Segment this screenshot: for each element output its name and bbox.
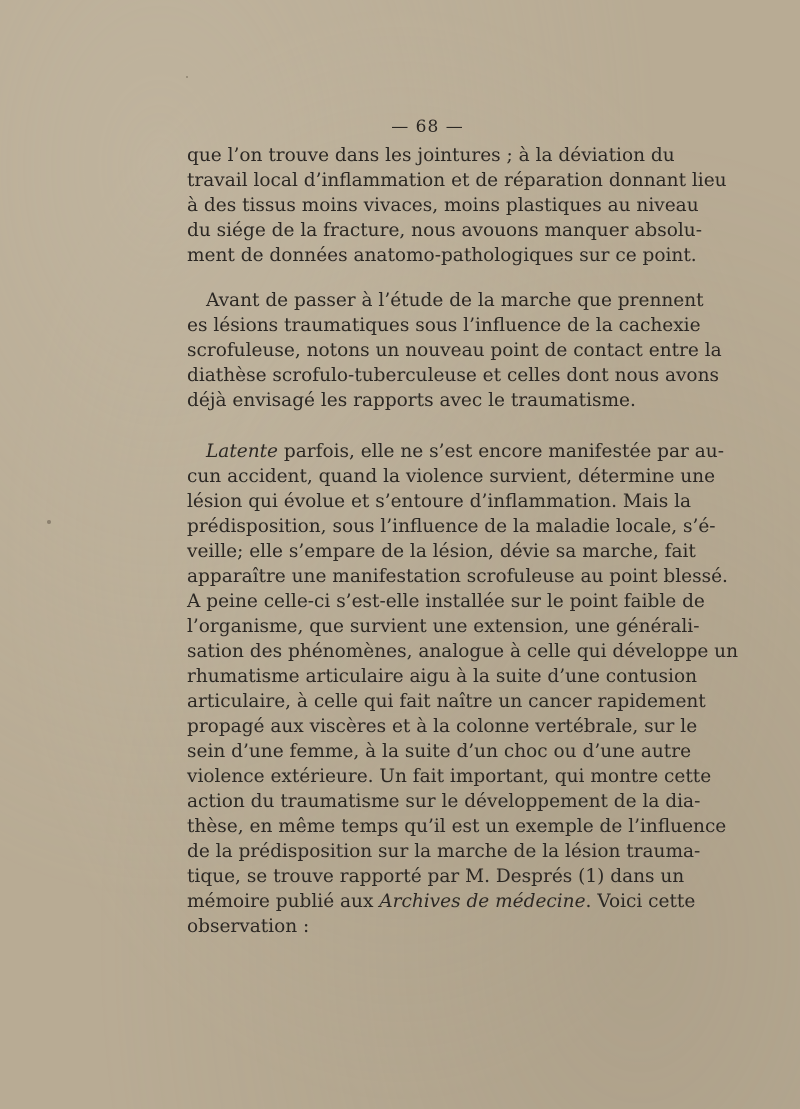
paragraph-line: observation : [187,916,310,937]
paper-speck [186,76,188,78]
paragraph-line: violence extérieure. Un fait important, qui montre cette [187,766,712,787]
paragraph-line: veille; elle s’empare de la lésion, dévie sa marche, fait [187,541,696,562]
paragraph-line: apparaître une manifestation scrofuleuse au point blessé. [187,566,728,587]
paragraph-line: rhumatisme articulaire aigu à la suite d’une contusion [187,666,698,687]
paragraph-2 [187,288,722,413]
paragraph-line: diathèse scrofulo-tuberculeuse et celles dont nous avons [187,365,719,386]
paragraph-line: de la prédisposition sur la marche de la lésion trauma- [187,841,701,862]
line-text: . Voici cette [585,891,696,912]
line-text: mémoire publié aux [187,891,380,912]
page-number: — 68 — [391,117,464,137]
paragraph-line: l’organisme, que survient une extension, une générali- [187,616,700,637]
paragraph-line: action du traumatisme sur le développement de la dia- [187,791,701,812]
italic-word: Latente [206,441,278,462]
paragraph-line-with-title [187,889,696,914]
paragraph-line: sation des phénomènes, analogue à celle qui développe un [187,641,738,662]
line-text: parfois, elle ne s’est encore manifestée par au- [278,441,724,462]
paper-speck [47,520,51,524]
paragraph-line: que l’on trouve dans les jointures ; à la déviation du [187,145,675,166]
paragraph-line: à des tissus moins vivaces, moins plastiques au niveau [187,195,699,216]
paragraph-line: sein d’une femme, à la suite d’un choc ou d’une autre [187,741,692,762]
journal-title: Archives de médecine [379,891,586,912]
paragraph-line: A peine celle-ci s’est-elle installée sur le point faible de [187,591,705,612]
paragraph-line: es lésions traumatiques sous l’influence de la cachexie [187,315,701,336]
paragraph-line: lésion qui évolue et s’entoure d’inflammation. Mais la [187,491,692,512]
paragraph-line: articulaire, à celle qui fait naître un cancer rapidement [187,691,706,712]
paragraph-line-first [187,439,724,464]
paragraph-line: thèse, en même temps qu’il est un exemple de l’influence [187,816,727,837]
paragraph-line: scrofuleuse, notons un nouveau point de contact entre la [187,340,722,361]
paragraph-line: déjà envisagé les rapports avec le traumatisme. [187,390,636,411]
paragraph-line: ment de données anatomo-pathologiques sur ce point. [187,245,697,266]
paragraph-line: prédisposition, sous l’influence de la maladie locale, s’é- [187,516,716,537]
paragraph-line: cun accident, quand la violence survient, détermine une [187,466,716,487]
paragraph-1 [187,143,727,268]
paragraph-line: du siége de la fracture, nous avouons manquer absolu- [187,220,702,241]
paragraph-line: tique, se trouve rapporté par M. Després (1) dans un [187,866,685,887]
paragraph-line: propagé aux viscères et à la colonne vertébrale, sur le [187,716,698,737]
paragraph-line: Avant de passer à l’étude de la marche que prennent [206,290,704,311]
paragraph-line: travail local d’inflammation et de réparation donnant lieu [187,170,727,191]
paragraph-3 [187,439,738,939]
